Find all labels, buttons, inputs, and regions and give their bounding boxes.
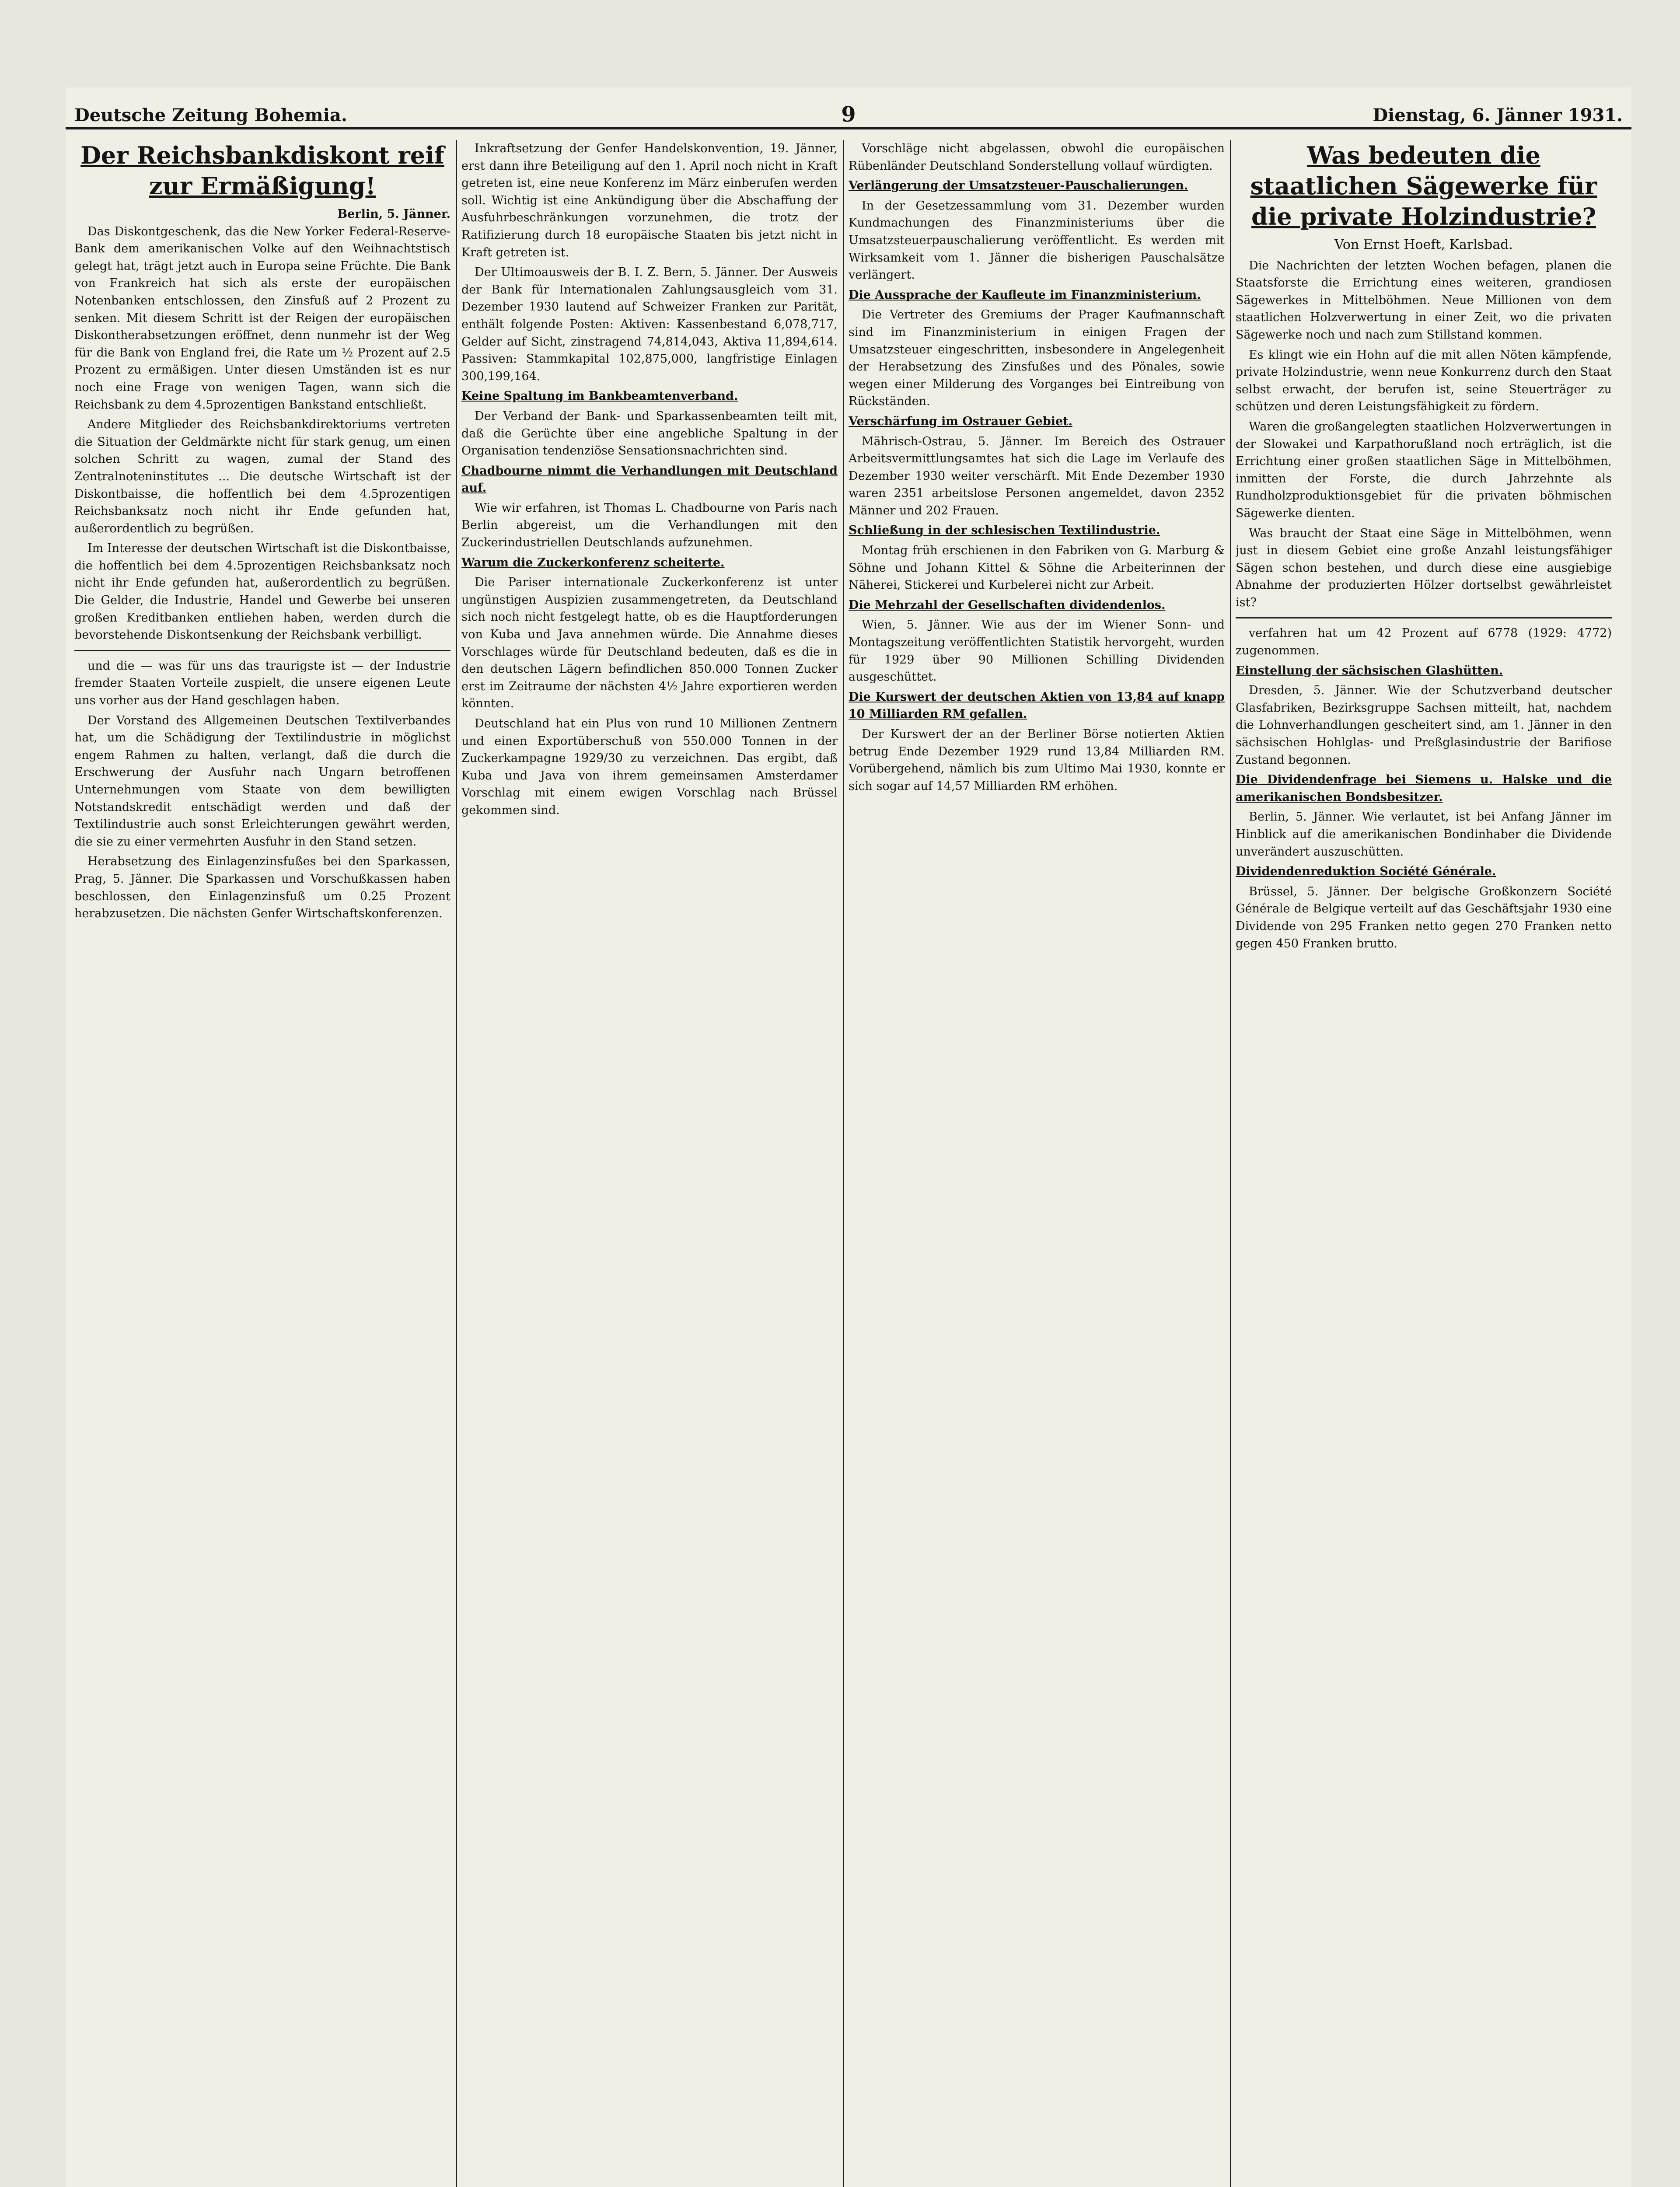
subheading: Warum die Zuckerkonferenz scheiterte. [461, 555, 725, 569]
article-paragraph: Der Vorstand des Allgemeinen Deutschen Textilverbandes hat, um die Schädigung der Textilindustrie in möglichst engem Rahmen zu halten, verlangt, daß die durch die Erschwerung der Ausfuhr nach Ungarn betroffenen Unternehmungen vom Staate von dem bewilligten Notstandskredit entschädigt werden und daß der Textilindustrie auch sonst Erleichterungen gewährt werden, die sie zu einer vermehrten Ausfuhr in den Stand setzen. [74, 713, 451, 849]
article-paragraph: verfahren hat um 42 Prozent auf 6778 (1929: 4772) zugenommen. [1236, 626, 1612, 658]
section-divider [74, 650, 451, 651]
page-number: 9 [841, 102, 856, 127]
column-rule [843, 140, 844, 2187]
column-4 [1236, 140, 1612, 2187]
article-paragraph: Der Kurswert der an der Berliner Börse notierten Aktien betrug Ende Dezember 1929 rund 13,84 Milliarden RM. Vorübergehend, nämlich bis zum Ultimo Mai 1930, konnte er sich sogar auf 14,57 Milliarden RM erhöhen. [849, 727, 1225, 793]
article-paragraph: Die Nachrichten der letzten Wochen befagen, planen die Staatsforste die Errichtung eines weiteren, grandiosen Sägewerkes in Mittelböhmen. Neue Millionen von dem staatlichen Holzverwertung in einer Zeit, wo die privaten Sägewerke noch und nach zum Stillstand kommen. [1236, 259, 1612, 342]
column-2 [461, 140, 838, 2187]
headline-reichsbankdiskont: Der Reichsbankdiskont reif zur Ermäßigung! [80, 141, 444, 200]
subheading: Einstellung der sächsischen Glashütten. [1236, 664, 1503, 678]
article-paragraph: Deutschland hat ein Plus von rund 10 Millionen Zentnern und einen Exportüberschuß von 550.000 Tonnen in der Zuckerkampagne 1929/30 zu verzeichnen. Das ergibt, daß Kuba und Java von ihrem gemeinsamen Amsterdamer Vorschlag mit einem ewigen Vorschlag nach Brüssel gekommen sind. [461, 717, 838, 817]
article-paragraph: Dresden, 5. Jänner. Wie der Schutzverband deutscher Glasfabriken, Bezirksgruppe Sachsen mitteilt, hat, nachdem die Lohnverhandlungen gescheitert sind, am 1. Jänner in den sächsischen Hohlglas- und Preßglasindustrie der Barifiose Zustand begonnen. [1236, 684, 1612, 767]
article-paragraph: Wien, 5. Jänner. Wie aus der im Wiener Sonn- und Montagszeitung veröffentlichten Statistik hervorgeht, wurden für 1929 über 90 Millionen Schilling Dividenden ausgeschüttet. [849, 618, 1225, 684]
subheading: Die Kurswert der deutschen Aktien von 13,84 auf knapp 10 Milliarden RM gefallen. [849, 690, 1225, 721]
headline-saegewerke: Was bedeuten die staatlichen Sägewerke für die private Holzindustrie? [1250, 141, 1597, 231]
column-rule [1230, 140, 1231, 2187]
article-paragraph: Was braucht der Staat eine Säge in Mittelböhmen, wenn just in diesem Gebiet eine große Anzahl leistungsfähiger Sägen schon bestehen, und durch diese eine ausgiebige Abnahme der produzierten Hölzer dortselbst gewährleistet ist? [1236, 526, 1612, 609]
subheading: Die Dividendenfrage bei Siemens u. Halske und die amerikanischen Bondsbesitzer. [1236, 773, 1612, 804]
newspaper-page [66, 87, 1631, 2187]
article-paragraph: Herabsetzung des Einlagenzinsfußes bei den Sparkassen, Prag, 5. Jänner. Die Sparkassen und Vorschußkassen haben beschlossen, den Einlagenzinsfuß um 0.25 Prozent herabzusetzen. Die nächsten Genfer Wirtschaftskonferenzen. [74, 855, 451, 921]
article-paragraph: Die Pariser internationale Zuckerkonferenz ist unter ungünstigen Auspizien zusammengetreten, da Deutschland sich noch nicht festgelegt hatte, ob es die Hauptforderungen von Kuba und Java annehmen würde. Die Annahme dieses Vorschlages würde für Deutschland bedeuten, daß es die in den deutschen Lägern befindlichen 850.000 Tonnen Zucker erst im Zeitraume der nächsten 4½ Jahre exportieren werden könnten. [461, 576, 838, 711]
subheading: Schließung in der schlesischen Textilindustrie. [849, 524, 1160, 538]
article-paragraph: Im Interesse der deutschen Wirtschaft ist die Diskontbaisse, die hoffentlich bei dem 4.5prozentigen Reichsbanksatz noch nicht ihr Ende gefunden hat, außerordentlich zu begrüßen. Die Gelder, die Industrie, Handel und Gewerbe bei unseren großen Kreditbanken entliehen haben, werden durch die bevorstehende Diskontsenkung der Reichsbank verbilligt. [74, 542, 451, 642]
subheading: Die Mehrzahl der Gesellschaften dividendenlos. [849, 598, 1166, 612]
article-paragraph: Es klingt wie ein Hohn auf die mit allen Nöten kämpfende, private Holzindustrie, wenn neue Konkurrenz durch den Staat selbst erwacht, der berufen ist, seine Steuerträger zu schützen und deren Leistungsfähigkeit zu fördern. [1236, 348, 1612, 414]
article-paragraph: Montag früh erschienen in den Fabriken von G. Marburg & Söhne und Johann Kittel & Söhne die Arbeiterinnen der Näherei, Stickerei und Kurbelerei nicht zur Arbeit. [849, 544, 1225, 592]
article-paragraph: In der Gesetzessammlung vom 31. Dezember wurden Kundmachungen des Finanzministeriums über die Umsatzsteuerpauschalierung veröffentlicht. Es werden mit Wirksamkeit vom 1. Jänner die bisherigen Pauschalsätze verlängert. [849, 199, 1225, 282]
subheading: Verlängerung der Umsatzsteuer-Pauschalierungen. [849, 179, 1188, 193]
article-paragraph: Die Vertreter des Gremiums der Prager Kaufmannschaft sind im Finanzministerium in einigen Fragen der Umsatzsteuer eingeschritten, insbesondere in Angelegenheit der Herabsetzung des Zinsfußes und des Pönales, sowie wegen einer Milderung des Vorganges bei Eintreibung von Rückständen. [849, 308, 1225, 409]
article-paragraph: Mährisch-Ostrau, 5. Jänner. Im Bereich des Ostrauer Arbeitsvermittlungsamtes hat sich die Lage im Verlaufe des Dezember 1930 weiter verschärft. Mit Ende Dezember 1930 waren 2351 arbeitslose Personen angemeldet, davon 2352 Männer und 202 Frauen. [849, 434, 1225, 517]
subheading: Die Aussprache der Kaufleute im Finanzministerium. [849, 288, 1201, 302]
article-paragraph: Vorschläge nicht abgelassen, obwohl die europäischen Rübenländer Deutschland Sonderstellung vollauf würdigten. [849, 142, 1225, 173]
column-1 [74, 140, 451, 2187]
subheading: Chadbourne nimmt die Verhandlungen mit Deutschland auf. [461, 464, 838, 495]
article-paragraph: Andere Mitglieder des Reichsbankdirektoriums vertreten die Situation der Geldmärkte nicht für stark genug, um einen solchen Schritt zu wagen, zumal der Stand des Zentralnoteninstitutes ... Die deutsche Wirtschaft ist der Diskontbaisse, die hoffentlich bei dem 4.5prozentigen Reichsbanksatz noch nicht ihr Ende gefunden hat, außerordentlich zu begrüßen. [74, 418, 451, 535]
column-rule [456, 140, 457, 2187]
masthead [66, 101, 1631, 129]
subheading: Verschärfung im Ostrauer Gebiet. [849, 414, 1073, 428]
article-paragraph: Inkraftsetzung der Genfer Handelskonvention, 19. Jänner, erst dann ihre Beteiligung auf den 1. April noch nicht in Kraft getreten ist, eine neue Konferenz im März einberufen werden soll. Wichtig ist eine Ankündigung über die Abschaffung der Ausfuhrbeschränkungen vorzunehmen, die trotz der Ratifizierung durch 18 europäische Staaten bis jetzt nicht in Kraft getreten ist. [461, 142, 838, 259]
column-3 [849, 140, 1225, 2187]
section-divider [1236, 617, 1612, 618]
subheading: Dividendenreduktion Société Générale. [1236, 865, 1496, 879]
issue-date: Dienstag, 6. Jänner 1931. [1373, 105, 1623, 126]
newspaper-title: Deutsche Zeitung Bohemia. [74, 105, 347, 126]
article-paragraph: Der Verband der Bank- und Sparkassenbeamten teilt mit, daß die Gerüchte über eine angebliche Spaltung in der Organisation tendenziöse Sensationsnachrichten sind. [461, 409, 838, 458]
article-paragraph: und die — was für uns das traurigste ist — der Industrie fremder Staaten Vorteile zuspielt, die unsere eigenen Leute uns vorher aus der Hand geschlagen haben. [74, 659, 451, 708]
dateline: Berlin, 5. Jänner. [337, 207, 451, 221]
article-paragraph: Berlin, 5. Jänner. Wie verlautet, ist bei Anfang Jänner im Hinblick auf die amerikanischen Bondinhaber die Dividende unverändert auszuschütten. [1236, 810, 1612, 859]
article-paragraph: Brüssel, 5. Jänner. Der belgische Großkonzern Société Générale de Belgique verteilt auf das Geschäftsjahr 1930 eine Dividende von 295 Franken netto gegen 270 Franken netto gegen 450 Franken brutto. [1236, 884, 1612, 950]
article-paragraph: Waren die großangelegten staatlichen Holzverwertungen in der Slowakei und Karpathorußland noch erträglich, ist die Errichtung einer großen staatlichen Säge in Mittelböhmen, inmitten der Forste, die durch Jahrzehnte als Rundholzproduktionsgebiet für die privaten böhmischen Sägewerke dienten. [1236, 419, 1612, 520]
subheading: Keine Spaltung im Bankbeamtenverband. [461, 389, 738, 403]
article-paragraph: Das Diskontgeschenk, das die New Yorker Federal-Reserve-Bank dem amerikanischen Volke auf den Weihnachtstisch gelegt hat, trägt jetzt auch in Europa seine Früchte. Die Bank von Frankreich hat sich als erste der europäischen Notenbanken entschlossen, den Zinsfuß auf 2 Prozent zu senken. Mit diesem Schritt ist der Reigen der europäischen Diskontherabsetzungen eröffnet, denn nunmehr ist der Weg für die Bank von England frei, die Rate um ½ Prozent auf 2.5 Prozent zu ermäßigen. Unter diesen Umständen ist es nur noch eine Frage von wenigen Tagen, wann sich die Reichsbank zu dem 4.5prozentigen Bankstand entschließt. [74, 224, 451, 412]
article-paragraph: Wie wir erfahren, ist Thomas L. Chadbourne von Paris nach Berlin abgereist, um die Verhandlungen mit den Zuckerindustriellen Deutschlands aufzunehmen. [461, 501, 838, 550]
byline: Von Ernst Hoeft, Karlsbad. [1334, 237, 1513, 252]
article-paragraph: Der Ultimoausweis der B. I. Z. Bern, 5. Jänner. Der Ausweis der Bank für Internationalen Zahlungsausgleich vom 31. Dezember 1930 lautend auf Schweizer Franken zur Parität, enthält folgende Posten: Aktiven: Kassenbestand 6,078,717, Gelder auf Sicht, zinstragend 74,814,043, Aktiva 11,894,614. Passiven: Stammkapital 102,875,000, langfristige Einlagen 300,199,164. [461, 266, 838, 383]
